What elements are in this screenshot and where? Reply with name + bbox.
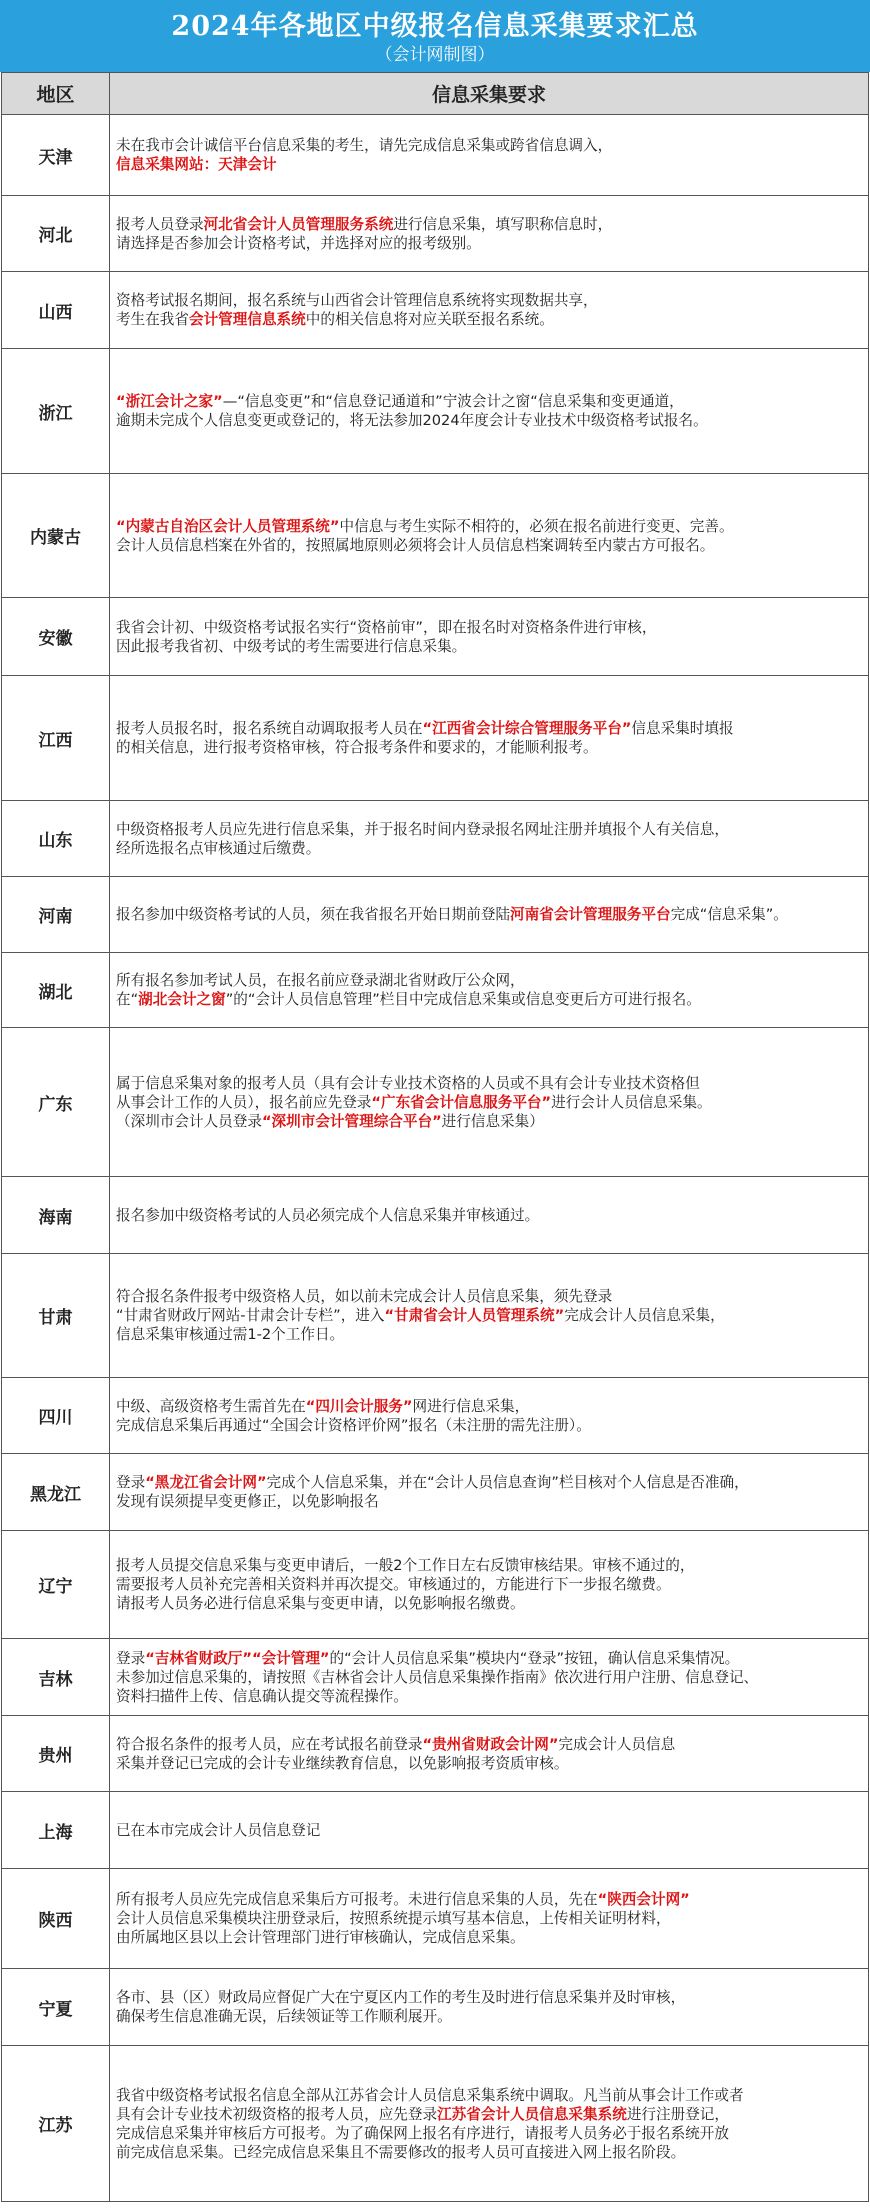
requirement-cell bbox=[110, 1177, 869, 1254]
requirement-text: 信息采集审核通过需1-2个工作日。 bbox=[116, 1326, 345, 1343]
requirement-line bbox=[116, 136, 862, 155]
requirement-text: 进行信息采集，填写职称信息时， bbox=[393, 215, 613, 233]
table-row bbox=[2, 1869, 869, 1969]
table-row bbox=[2, 1639, 869, 1716]
table-row bbox=[2, 598, 869, 676]
table-row bbox=[2, 1531, 869, 1639]
requirement-cell bbox=[110, 1969, 869, 2046]
requirement-text: 在“ bbox=[116, 991, 139, 1008]
table-row bbox=[2, 474, 869, 598]
requirement-cell bbox=[110, 196, 869, 272]
region-cell: 江西 bbox=[2, 676, 110, 801]
requirement-text: 符合报名条件的报考人员，应在考试报名前登录 bbox=[116, 1735, 423, 1753]
requirement-cell bbox=[110, 1378, 869, 1454]
highlighted-platform-text: 河南省会计管理服务平台 bbox=[510, 906, 671, 923]
table-row bbox=[2, 953, 869, 1028]
requirement-line bbox=[116, 1735, 862, 1754]
requirement-line bbox=[116, 1206, 862, 1225]
requirement-cell bbox=[110, 598, 869, 676]
region-cell: 内蒙古 bbox=[2, 474, 110, 598]
highlighted-platform-text: “深圳市会计管理综合平台” bbox=[261, 1112, 442, 1130]
highlighted-platform-text: “黑龙江省会计网” bbox=[145, 1474, 267, 1491]
requirement-line bbox=[116, 738, 862, 757]
requirement-cell bbox=[110, 801, 869, 877]
region-cell: 海南 bbox=[2, 1177, 110, 1254]
requirement-text: 会计人员信息档案在外省的，按照属地原则必须将会计人员信息档案调转至内蒙古方可报名。 bbox=[116, 536, 715, 554]
requirement-text: 完成信息采集并审核后方可报考。为了确保网上报名有序进行，请报考人员务必于报名系统开放 bbox=[116, 2124, 729, 2142]
table-row bbox=[2, 1716, 869, 1792]
requirement-text: 资料扫描件上传、信息确认提交等流程操作。 bbox=[116, 1687, 408, 1705]
highlighted-platform-text: “吉林省财政厅”“会计管理” bbox=[145, 1649, 330, 1667]
requirement-text: 逾期未完成个人信息变更或登记的，将无法参加2024年度会计专业技术中级资格考试报名。 bbox=[116, 412, 708, 429]
requirement-text: 资格考试报名期间，报名系统与山西省会计管理信息系统将实现数据共享， bbox=[116, 292, 598, 309]
requirement-text: 登录 bbox=[116, 1649, 146, 1667]
region-cell: 贵州 bbox=[2, 1716, 110, 1792]
requirement-text: ”的“会计人员信息管理”栏目中完成信息采集或信息变更后方可进行报名。 bbox=[225, 991, 701, 1008]
requirement-text: 进行信息采集） bbox=[441, 1112, 544, 1130]
requirement-text: 未参加过信息采集的，请按照《吉林省会计人员信息采集操作指南》依次进行用户注册、信息登记、 bbox=[116, 1668, 759, 1686]
table-row bbox=[2, 676, 869, 801]
requirement-text: 中级资格报考人员应先进行信息采集，并于报名时间内登录报名网址注册并填报个人有关信息， bbox=[116, 820, 729, 838]
requirement-text: 信息采集时填报 bbox=[631, 720, 734, 737]
table-row bbox=[2, 1378, 869, 1454]
highlighted-platform-text: 江苏省会计人员信息采集系统 bbox=[437, 2105, 627, 2123]
requirement-text: 的相关信息，进行报考资格审核，符合报考条件和要求的，才能顺利报考。 bbox=[116, 739, 598, 756]
requirement-cell bbox=[110, 115, 869, 196]
highlighted-platform-text: 河北省会计人员管理服务系统 bbox=[203, 215, 394, 233]
highlighted-platform-text: “贵州省财政会计网” bbox=[422, 1735, 559, 1753]
requirement-line bbox=[116, 1594, 862, 1613]
requirement-line bbox=[116, 1821, 862, 1840]
requirement-line bbox=[116, 719, 862, 738]
requirement-text: 需要报考人员补充完善相关资料并再次提交。审核通过的，方能进行下一步报名缴费。 bbox=[116, 1576, 671, 1593]
region-cell: 浙江 bbox=[2, 349, 110, 474]
table-row bbox=[2, 196, 869, 272]
requirement-line bbox=[116, 2143, 862, 2162]
requirement-line bbox=[116, 1668, 862, 1687]
requirement-text: 确保考生信息准确无误，后续领证等工作顺利展开。 bbox=[116, 2008, 452, 2025]
requirement-text: 网进行信息采集， bbox=[412, 1397, 530, 1415]
requirement-line bbox=[116, 1754, 862, 1773]
page-header bbox=[0, 0, 870, 72]
requirement-text: 登录 bbox=[116, 1474, 146, 1491]
region-cell: 安徽 bbox=[2, 598, 110, 676]
requirement-text: 报考人员提交信息采集与变更申请后，一般2个工作日左右反馈审核结果。审核不通过的， bbox=[116, 1557, 695, 1574]
requirement-cell bbox=[110, 676, 869, 801]
table-row bbox=[2, 2046, 869, 2202]
region-cell: 河南 bbox=[2, 877, 110, 953]
requirement-text: 属于信息采集对象的报考人员（具有会计专业技术资格的人员或不具有会计专业技术资格但 bbox=[116, 1074, 700, 1092]
table-row bbox=[2, 349, 869, 474]
requirement-text: （深圳市会计人员登录 bbox=[116, 1112, 262, 1130]
requirement-line bbox=[116, 905, 862, 924]
requirement-text: 报名参加中级资格考试的人员，须在我省报名开始日期前登陆 bbox=[116, 906, 511, 923]
table-row bbox=[2, 1254, 869, 1378]
table-row bbox=[2, 1969, 869, 2046]
requirement-line bbox=[116, 1093, 862, 1112]
requirement-line bbox=[116, 990, 862, 1009]
requirement-text: 我省中级资格考试报名信息全部从江苏省会计人员信息采集系统中调取。凡当前从事会计工作或者 bbox=[116, 2086, 744, 2104]
requirement-line bbox=[116, 155, 862, 174]
requirement-line bbox=[116, 536, 862, 555]
requirement-line bbox=[116, 517, 862, 536]
requirement-cell bbox=[110, 1254, 869, 1378]
requirement-cell bbox=[110, 272, 869, 349]
requirement-text: 请选择是否参加会计资格考试，并选择对应的报考级别。 bbox=[116, 234, 481, 252]
requirement-line bbox=[116, 2086, 862, 2105]
requirement-line bbox=[116, 411, 862, 430]
requirement-line bbox=[116, 215, 862, 234]
requirement-text: 从事会计工作的人员），报名前应先登录 bbox=[116, 1093, 372, 1111]
requirement-line bbox=[116, 1890, 862, 1909]
requirement-line bbox=[116, 1928, 862, 1947]
requirement-cell bbox=[110, 474, 869, 598]
requirement-text: 各市、县（区）财政局应督促广大在宁夏区内工作的考生及时进行信息采集并及时审核， bbox=[116, 1989, 686, 2006]
requirement-text: 报考人员登录 bbox=[116, 215, 204, 233]
requirement-line bbox=[116, 1492, 862, 1511]
requirement-line bbox=[116, 1575, 862, 1594]
requirement-text: 经所选报名点审核通过后缴费。 bbox=[116, 839, 321, 857]
requirement-text: 未在我市会计诚信平台信息采集的考生，请先完成信息采集或跨省信息调入， bbox=[116, 137, 613, 154]
highlighted-platform-text: “浙江会计之家” bbox=[116, 393, 223, 410]
requirement-text: 进行会计人员信息采集。 bbox=[551, 1093, 712, 1111]
region-cell: 辽宁 bbox=[2, 1531, 110, 1639]
requirement-line bbox=[116, 392, 862, 411]
requirement-text: 进行注册登记， bbox=[626, 2105, 729, 2123]
table-row bbox=[2, 801, 869, 877]
requirement-cell bbox=[110, 1531, 869, 1639]
requirement-text: 请报考人员务必进行信息采集与变更申请，以免影响报名缴费。 bbox=[116, 1595, 525, 1612]
requirement-cell bbox=[110, 1716, 869, 1792]
page-title: 2024年各地区中级报名信息采集要求汇总 bbox=[171, 11, 699, 42]
requirement-line bbox=[116, 1397, 862, 1416]
requirement-cell bbox=[110, 953, 869, 1028]
requirement-line bbox=[116, 1556, 862, 1575]
requirement-line bbox=[116, 1649, 862, 1668]
table-row bbox=[2, 272, 869, 349]
requirement-text: 报名参加中级资格考试的人员必须完成个人信息采集并审核通过。 bbox=[116, 1206, 540, 1224]
highlighted-platform-text: “江西省会计综合管理服务平台” bbox=[422, 720, 632, 737]
requirement-cell bbox=[110, 1028, 869, 1177]
region-cell: 四川 bbox=[2, 1378, 110, 1454]
requirement-text: 我省会计初、中级资格考试报名实行“资格前审”，即在报名时对资格条件进行审核， bbox=[116, 618, 657, 636]
region-cell: 甘肃 bbox=[2, 1254, 110, 1378]
requirement-text: 考生在我省 bbox=[116, 311, 189, 328]
requirement-line bbox=[116, 234, 862, 253]
requirement-text: 中的相关信息将对应关联至报名系统。 bbox=[305, 311, 554, 328]
requirement-text: 所有报考人员应先完成信息采集后方可报考。未进行信息采集的人员，先在 bbox=[116, 1891, 598, 1908]
highlighted-platform-text: 会计管理信息系统 bbox=[188, 311, 306, 328]
requirement-text: 报考人员报名时，报名系统自动调取报考人员在 bbox=[116, 720, 423, 737]
table-row bbox=[2, 1792, 869, 1869]
highlighted-platform-text: 湖北会计之窗 bbox=[138, 991, 226, 1008]
requirement-cell bbox=[110, 877, 869, 953]
highlighted-platform-text: “广东省会计信息服务平台” bbox=[371, 1093, 552, 1111]
requirement-line bbox=[116, 1306, 862, 1325]
column-header-region: 地区 bbox=[2, 73, 110, 115]
requirement-text: —“信息变更”和“信息登记通道和”宁波会计之窗“信息采集和变更通道， bbox=[222, 393, 684, 410]
requirement-text: 前完成信息采集。已经完成信息采集且不需要修改的报考人员可直接进入网上报名阶段。 bbox=[116, 2143, 686, 2161]
page-subtitle: （会计网制图） bbox=[375, 45, 495, 65]
requirement-line bbox=[116, 1287, 862, 1306]
requirement-text: 完成会计人员信息采集， bbox=[564, 1307, 725, 1324]
requirement-text: “甘肃省财政厅网站-甘肃会计专栏”，进入 bbox=[116, 1307, 385, 1324]
requirement-text: 的“会计人员信息采集”模块内“登录”按钮，确认信息采集情况。 bbox=[329, 1649, 740, 1667]
region-cell: 宁夏 bbox=[2, 1969, 110, 2046]
highlighted-platform-text: “甘肃省会计人员管理系统” bbox=[384, 1307, 565, 1324]
region-cell: 陕西 bbox=[2, 1869, 110, 1969]
requirement-text: 具有会计专业技术初级资格的报考人员，应先登录 bbox=[116, 2105, 438, 2123]
requirement-line bbox=[116, 618, 862, 637]
requirement-line bbox=[116, 2124, 862, 2143]
requirement-line bbox=[116, 820, 862, 839]
requirement-line bbox=[116, 291, 862, 310]
requirement-text: 因此报考我省初、中级考试的考生需要进行信息采集。 bbox=[116, 637, 467, 655]
requirement-line bbox=[116, 1687, 862, 1706]
region-cell: 黑龙江 bbox=[2, 1454, 110, 1531]
highlighted-platform-text: “内蒙古自治区会计人员管理系统” bbox=[116, 517, 340, 535]
requirement-text: 会计人员信息采集模块注册登录后，按照系统提示填写基本信息，上传相关证明材料， bbox=[116, 1910, 671, 1927]
requirement-line bbox=[116, 1416, 862, 1435]
requirement-text: 中级、高级资格考生需首先在 bbox=[116, 1397, 306, 1415]
requirement-line bbox=[116, 1988, 862, 2007]
requirement-line bbox=[116, 1112, 862, 1131]
requirement-text: 完成个人信息采集，并在“会计人员信息查询”栏目核对个人信息是否准确， bbox=[266, 1474, 749, 1491]
highlighted-platform-text: “陕西会计网” bbox=[597, 1891, 690, 1908]
highlighted-platform-text: “四川会计服务” bbox=[305, 1397, 413, 1415]
table-row bbox=[2, 1177, 869, 1254]
requirement-line bbox=[116, 1325, 862, 1344]
requirement-line bbox=[116, 2105, 862, 2124]
requirement-line bbox=[116, 971, 862, 990]
column-header-info: 信息采集要求 bbox=[110, 73, 869, 115]
table-row bbox=[2, 1454, 869, 1531]
requirement-cell bbox=[110, 1454, 869, 1531]
requirement-cell bbox=[110, 2046, 869, 2202]
requirement-text: 符合报名条件报考中级资格人员，如以前未完成会计人员信息采集，须先登录 bbox=[116, 1288, 613, 1305]
requirement-text: 所有报名参加考试人员，在报名前应登录湖北省财政厅公众网， bbox=[116, 972, 525, 989]
requirement-text: 中信息与考生实际不相符的，必须在报名前进行变更、完善。 bbox=[339, 517, 734, 535]
requirement-cell bbox=[110, 349, 869, 474]
region-cell: 天津 bbox=[2, 115, 110, 196]
region-cell: 上海 bbox=[2, 1792, 110, 1869]
requirement-cell bbox=[110, 1639, 869, 1716]
requirement-cell bbox=[110, 1869, 869, 1969]
region-cell: 吉林 bbox=[2, 1639, 110, 1716]
requirement-text: 发现有误须提早变更修正，以免影响报名 bbox=[116, 1493, 379, 1510]
region-cell: 河北 bbox=[2, 196, 110, 272]
table-row bbox=[2, 115, 869, 196]
table-row bbox=[2, 1028, 869, 1177]
requirement-line bbox=[116, 310, 862, 329]
requirement-line bbox=[116, 1473, 862, 1492]
region-cell: 湖北 bbox=[2, 953, 110, 1028]
table-row bbox=[2, 877, 869, 953]
requirement-text: 完成“信息采集”。 bbox=[670, 906, 788, 923]
table-body bbox=[2, 115, 869, 2202]
region-cell: 山西 bbox=[2, 272, 110, 349]
region-cell: 江苏 bbox=[2, 2046, 110, 2202]
requirement-line bbox=[116, 1074, 862, 1093]
region-cell: 山东 bbox=[2, 801, 110, 877]
requirements-table bbox=[1, 72, 869, 2202]
table-header-row bbox=[2, 73, 869, 115]
requirement-line bbox=[116, 839, 862, 858]
requirement-line bbox=[116, 1909, 862, 1928]
requirement-text: 已在本市完成会计人员信息登记 bbox=[116, 1821, 321, 1839]
region-cell: 广东 bbox=[2, 1028, 110, 1177]
requirement-line bbox=[116, 2007, 862, 2026]
requirement-cell bbox=[110, 1792, 869, 1869]
highlighted-platform-text: 信息采集网站：天津会计 bbox=[116, 156, 277, 173]
requirement-text: 由所属地区县以上会计管理部门进行审核确认，完成信息采集。 bbox=[116, 1929, 525, 1946]
requirement-text: 采集并登记已完成的会计专业继续教育信息，以免影响报考资质审核。 bbox=[116, 1754, 569, 1772]
requirement-text: 完成信息采集后再通过“全国会计资格评价网”报名（未注册的需先注册）。 bbox=[116, 1416, 591, 1434]
requirement-text: 完成会计人员信息 bbox=[558, 1735, 676, 1753]
requirement-line bbox=[116, 637, 862, 656]
